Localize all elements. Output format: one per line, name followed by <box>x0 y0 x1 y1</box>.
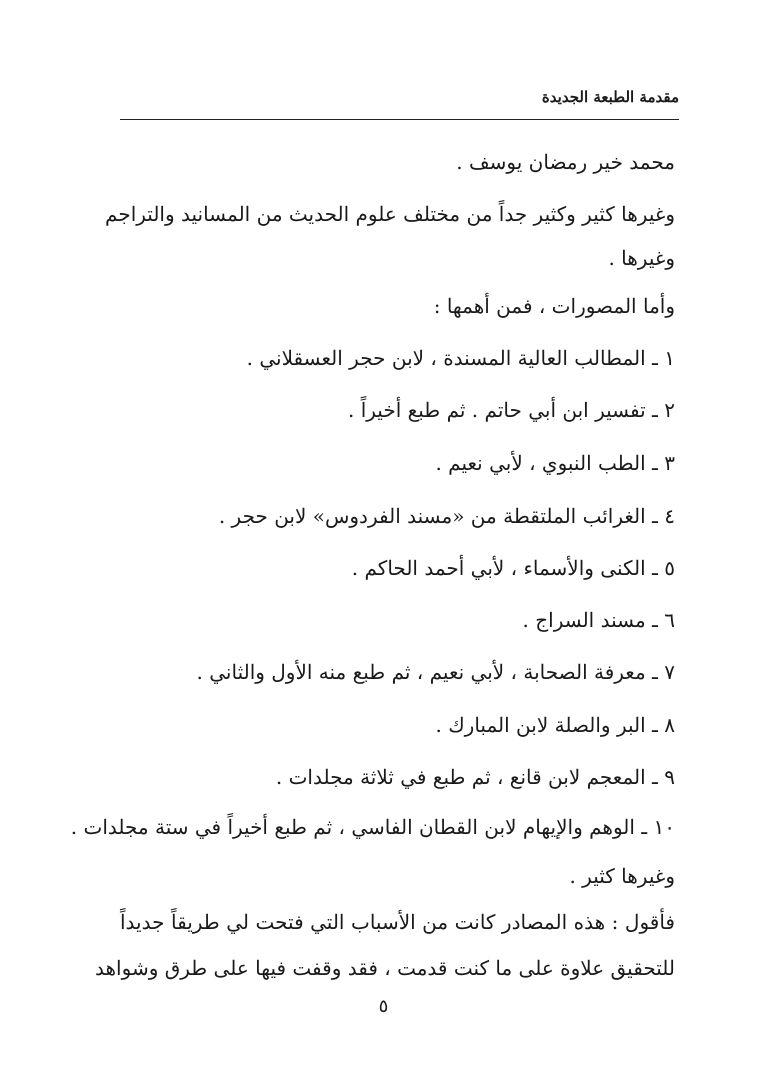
text-line: وغيرها كثير . <box>569 864 675 888</box>
text-line: وغيرها . <box>608 246 675 270</box>
list-item: ١٠ ـ الوهم والإيهام لابن القطان الفاسي ، ثم طبع أخيراً في ستة مجلدات . <box>70 815 675 839</box>
list-item: ٥ ـ الكنى والأسماء ، لأبي أحمد الحاكم . <box>351 556 675 580</box>
list-item: ١ ـ المطالب العالية المسندة ، لابن حجر العسقلاني . <box>246 346 675 370</box>
list-item: ٧ ـ معرفة الصحابة ، لأبي نعيم ، ثم طبع منه الأول والثاني . <box>196 660 675 684</box>
section-intro: وأما المصورات ، فمن أهمها : <box>433 294 675 318</box>
text-line: محمد خير رمضان يوسف . <box>456 150 675 174</box>
header-rule <box>120 119 679 120</box>
list-item: ٨ ـ البر والصلة لابن المبارك . <box>435 713 675 737</box>
paragraph-line: فأقول : هذه المصادر كانت من الأسباب التي فتحت لي طريقاً جديداً <box>120 910 675 934</box>
text-line: وغيرها كثير وكثير جداً من مختلف علوم الحديث من المسانيد والتراجم <box>105 202 675 226</box>
list-item: ٤ ـ الغرائب الملتقطة من «مسند الفردوس» لابن حجر . <box>218 504 675 528</box>
running-header-title: مقدمة الطبعة الجديدة <box>541 88 679 106</box>
list-item: ٣ ـ الطب النبوي ، لأبي نعيم . <box>435 451 675 475</box>
page-number: ٥ <box>378 996 389 1017</box>
list-item: ٦ ـ مسند السراج . <box>522 608 675 632</box>
paragraph-line: للتحقيق علاوة على ما كنت قدمت ، فقد وقفت فيها على طرق وشواهد <box>95 956 675 980</box>
list-item: ٩ ـ المعجم لابن قانع ، ثم طبع في ثلاثة مجلدات . <box>275 765 675 789</box>
list-item: ٢ ـ تفسير ابن أبي حاتم . ثم طبع أخيراً . <box>348 398 675 422</box>
